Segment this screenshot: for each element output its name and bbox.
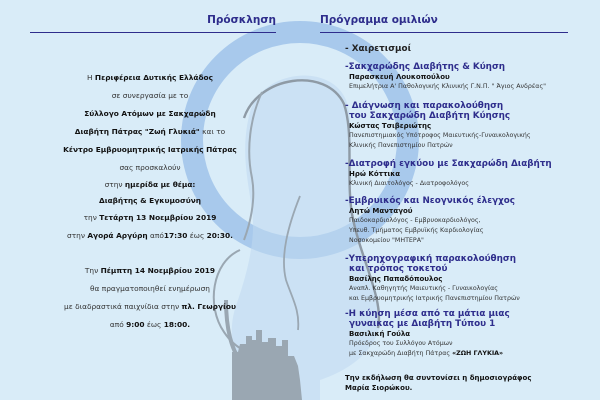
line-bold: Τετάρτη 13 Νοεμβρίου 2019 — [99, 213, 217, 222]
line-text: την — [83, 213, 100, 222]
invitation-line — [0, 284, 300, 293]
line-text: στην — [67, 231, 88, 240]
talk-title: του Σακχαρώδη Διαβήτη Κύησης — [349, 111, 511, 121]
line-text: με διαδραστικά παιχνίδια στην — [64, 302, 182, 311]
invitation-line — [0, 91, 300, 100]
invitation-line — [0, 163, 300, 172]
invitation-line — [0, 109, 300, 118]
invitation-line — [0, 73, 300, 82]
talk-item — [345, 101, 600, 151]
event-date-1 — [0, 213, 300, 222]
role-bold: «ΖΩΗ ΓΛΥΚΙΑ» — [452, 350, 504, 357]
talk-speaker: Παρασκευή Λουκοπούλου — [349, 73, 450, 81]
greeting: - Χαιρετισμοί — [345, 44, 411, 54]
event-date-2 — [0, 266, 300, 275]
talk-title: - Διάγνωση και παρακολούθηση — [345, 101, 504, 111]
line-bold: Κέντρο Εμβρυομητρικής Ιατρικής Πάτρας — [63, 145, 237, 154]
talk-role: και Εμβρυομητρικής Ιατρικής Πανεπιστημίου Πατρών — [349, 295, 520, 302]
note-line: Μαρία Σιορώκου. — [345, 384, 413, 392]
talk-title: -Εμβρυικός και Νεογνικός έλεγχος — [345, 196, 516, 206]
event-venue-2 — [0, 302, 300, 311]
talk-role: Κλινικής Πανεπιστημίου Πατρών — [349, 142, 453, 149]
moderator-note — [345, 373, 600, 393]
line-bold: Περιφέρεια Δυτικής Ελλάδος — [94, 73, 213, 82]
line-text: σας προσκαλούν — [119, 163, 181, 172]
talk-title: -Η κύηση μέσα από τα μάτια μιας — [345, 309, 510, 319]
line-bold: 18:00. — [163, 320, 191, 329]
line-text: στην — [104, 180, 125, 189]
event-hours-2 — [0, 320, 300, 329]
talk-role: Αναπλ. Καθηγητής Μαιευτικής - Γυναικολογίας — [349, 285, 498, 292]
talk-item — [345, 254, 600, 304]
talk-role: Υπευθ. Τμήματος Εμβρυϊκής Καρδιολογίας — [349, 227, 484, 234]
talk-item — [345, 159, 600, 189]
line-bold: Πέμπτη 14 Νοεμβρίου 2019 — [100, 266, 216, 275]
event-theme — [0, 196, 300, 205]
role-text: με Σακχαρώδη Διαβήτη Πάτρας — [349, 350, 453, 357]
line-bold: 20:30. — [206, 231, 233, 240]
line-bold: Διαβήτη Πάτρας "Ζωή Γλυκιά" — [74, 127, 200, 136]
talk-item — [345, 196, 600, 246]
line-text: Η — [86, 73, 95, 82]
talk-role: Νοσοκομείου "ΜΗΤΕΡΑ" — [349, 237, 424, 244]
talk-title: -Διατροφή εγκύου με Σακχαρώδη Διαβήτη — [345, 159, 552, 169]
talk-role — [345, 349, 600, 359]
line-text: έως — [187, 231, 207, 240]
talk-title: γυναικας με Διαβήτη Τύπου 1 — [349, 319, 496, 329]
line-bold: 9:00 — [126, 320, 145, 329]
talk-speaker: Λητώ Μανταγού — [349, 207, 413, 215]
talk-speaker: Βασιλική Γούλα — [349, 330, 411, 338]
talk-title: -Υπερηχογραφική παρακολούθηση — [345, 254, 516, 264]
talk-role: Επιμελήτρια Α' Παθολογικής Κλινικής Γ.Ν.Π. " Άγιος Ανδρέας" — [349, 83, 547, 90]
line-text: Την — [84, 266, 101, 275]
program-header: Πρόγραμμα ομιλιών — [320, 14, 568, 33]
invitation-header: Πρόσκληση — [30, 14, 276, 33]
line-text: και το — [199, 127, 226, 136]
line-bold: Αγορά Αργύρη — [87, 231, 148, 240]
talk-title: -Σακχαρώδης Διαβήτης & Κύηση — [345, 62, 506, 72]
line-bold: ημερίδα με θέμα: — [124, 180, 196, 189]
invitation-line — [0, 145, 300, 154]
line-bold: 17:30 — [163, 231, 188, 240]
invitation-line — [0, 180, 300, 189]
talk-role: Κλινική Διαιτολόγος - Διατροφολόγος — [349, 180, 469, 187]
talk-role: Πανεπιστημιακός Υπότροφος Μαιευτικής-Γυναικολογικής — [349, 132, 531, 139]
line-text: έως — [144, 320, 164, 329]
line-text: θα πραγματοποιηθεί ενημέρωση — [90, 284, 210, 293]
line-text: από — [109, 320, 127, 329]
talk-speaker: Βασίλης Παπαδόπουλος — [349, 275, 443, 283]
line-bold: Σύλλογο Ατόμων με Σακχαρώδη — [84, 109, 216, 118]
talk-title: και τρόπος τοκετού — [349, 264, 448, 274]
line-text: από — [147, 231, 164, 240]
line-text: σε συνεργασία με το — [111, 91, 189, 100]
invitation-line — [0, 127, 300, 136]
event-venue-1 — [0, 231, 300, 240]
note-line: Την εκδήλωση θα συντονίσει η δημοσιογράφος — [345, 374, 532, 382]
line-bold: πλ. Γεωργίου — [181, 302, 236, 311]
talk-role: Πρόεδρος του Συλλόγου Ατόμων — [349, 340, 453, 347]
line-bold: Διαβήτης & Εγκυμοσύνη — [98, 196, 202, 205]
talk-speaker: Ηρώ Κόττικα — [349, 170, 401, 178]
talk-role: Παιδοκαρδιολόγος - Εμβρυοκαρδιολόγος, — [349, 217, 481, 224]
talk-item — [345, 309, 600, 359]
talk-item — [345, 62, 600, 92]
program-column — [300, 0, 600, 400]
talk-speaker: Κώστας Τσιβεριώτης — [349, 122, 432, 130]
